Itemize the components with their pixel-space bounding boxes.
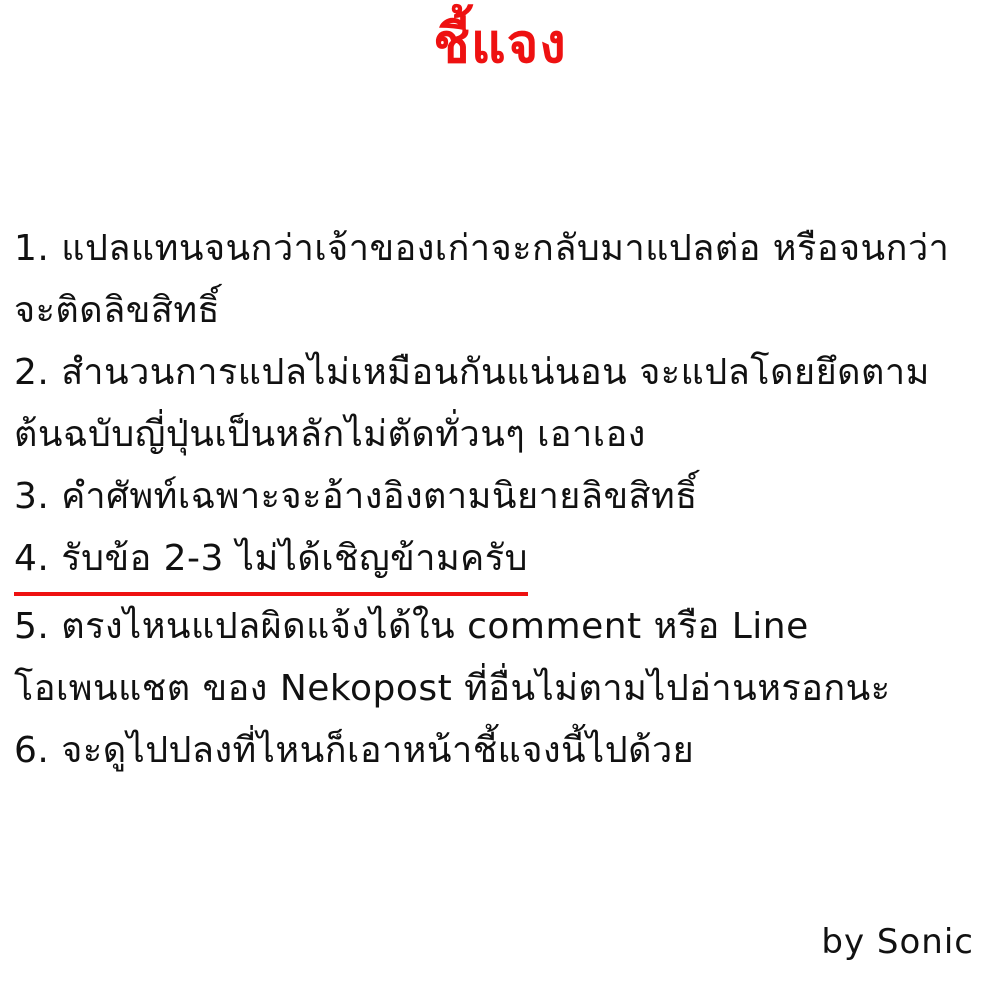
body-line: ต้นฉบับญี่ปุ่นเป็นหลักไม่ตัดทั่วนๆ เอาเอง	[14, 414, 646, 455]
body-line: 5. ตรงไหนแปลผิดแจ้งได้ใน comment หรือ Line	[14, 606, 809, 647]
body-line: โอเพนแชต ของ Nekopost ที่อื่นไม่ตามไปอ่านหรอกนะ	[14, 668, 891, 709]
page-title: ชี้แจง	[433, 12, 567, 75]
body-line-highlighted-wrapper	[14, 528, 974, 596]
body-line: 2. สำนวนการแปลไม่เหมือนกันแน่นอน จะแปลโดยยึดตาม	[14, 352, 930, 393]
body-line-highlighted: 4. รับข้อ 2-3 ไม่ได้เชิญข้ามครับ	[14, 528, 528, 596]
body-line: 3. คำศัพท์เฉพาะจะอ้างอิงตามนิยายลิขสิทธิ์	[14, 476, 698, 517]
body-line: 1. แปลแทนจนกว่าเจ้าของเก่าจะกลับมาแปลต่อ หรือจนกว่า	[14, 228, 950, 269]
body-line: จะติดลิขสิทธิ์	[14, 290, 221, 331]
signature: by Sonic	[821, 922, 974, 962]
body-line: 6. จะดูไปปลงที่ไหนก็เอาหน้าชี้แจงนี้ไปด้วย	[14, 730, 695, 771]
announcement-body	[14, 218, 974, 782]
